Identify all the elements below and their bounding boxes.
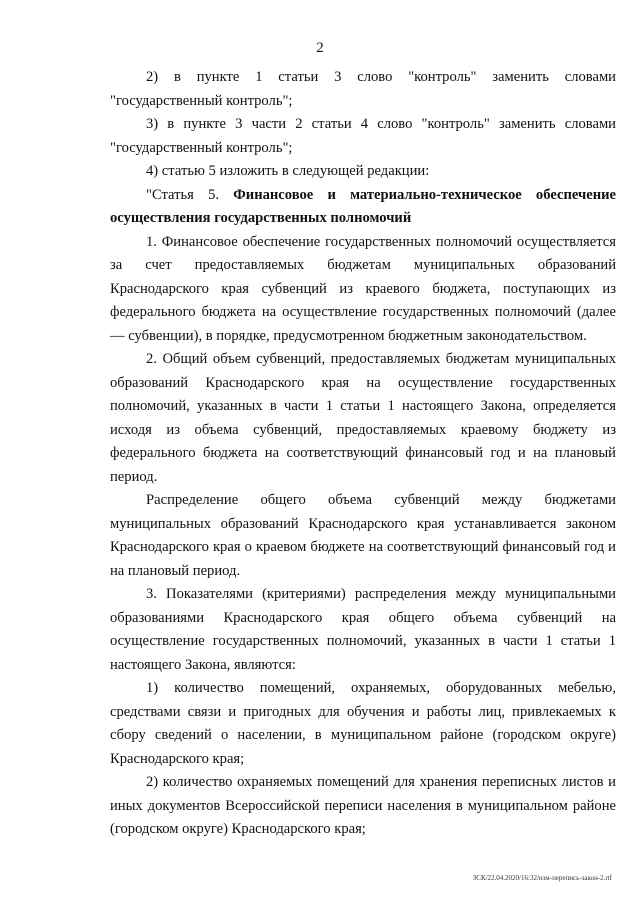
paragraph-part-3: 3. Показателями (критериями) распределения между муниципальными образованиями Краснодарского края общего объема субвенций на осуществление государственных полномочий, указанных в части 1 статьи 1 настоящего Закона, являются:: [110, 586, 616, 673]
paragraph-criterion-2: 2) количество охраняемых помещений для хранения переписных листов и иных документов Всероссийской переписи населения в муниципальном районе (городском округе) Краснодарского края;: [110, 774, 616, 837]
article-heading: [110, 184, 616, 231]
footer-stamp: ЗСК/22.04.2020/16:32/изм-перепись-закон-2.rtf: [472, 874, 612, 882]
paragraph-item-3: 3) в пункте 3 части 2 статьи 4 слово "контроль" заменить словами "государственный контроль";: [110, 116, 616, 156]
article-title: Финансовое и материально-техническое обеспечение осуществления государственных полномочий: [110, 186, 616, 226]
article-prefix: "Статья 5.: [146, 186, 220, 203]
document-body: [110, 66, 616, 842]
paragraph-distribution: Распределение общего объема субвенций между бюджетами муниципальных образований Краснодарского края устанавливается законом Краснодарского края о краевом бюджете на соответствующий финансовый год и на плановый период.: [110, 492, 616, 579]
paragraph-criterion-1: 1) количество помещений, охраняемых, оборудованных мебелью, средствами связи и пригодных для обучения и работы лиц, привлекаемых к сбору сведений о населении, в муниципальном районе (городском округе) Краснодарского края;: [110, 680, 616, 767]
paragraph-part-2: 2. Общий объем субвенций, предоставляемых бюджетам муниципальных образований Краснодарского края на осуществление государственных полномочий, указанных в части 1 статьи 1 настоящего Закона, определяется исходя из объема субвенций, предоставляемых краевому бюджету из федерального бюджета на соответствующий финансовый год и на плановый период.: [110, 351, 616, 485]
paragraph-item-4: 4) статью 5 изложить в следующей редакции:: [146, 163, 430, 179]
paragraph-item-2: 2) в пункте 1 статьи 3 слово "контроль" заменить словами "государственный контроль";: [110, 69, 616, 109]
page-number: 2: [316, 40, 324, 56]
paragraph-part-1: 1. Финансовое обеспечение государственных полномочий осуществляется за счет предоставляемых бюджетам муниципальных образований Краснодарского края субвенций из краевого бюджета, поступающих из федерального бюджета на осуществление государственных полномочий (далее — субвенции), в порядке, предусмотренном бюджетным законодательством.: [110, 233, 616, 344]
